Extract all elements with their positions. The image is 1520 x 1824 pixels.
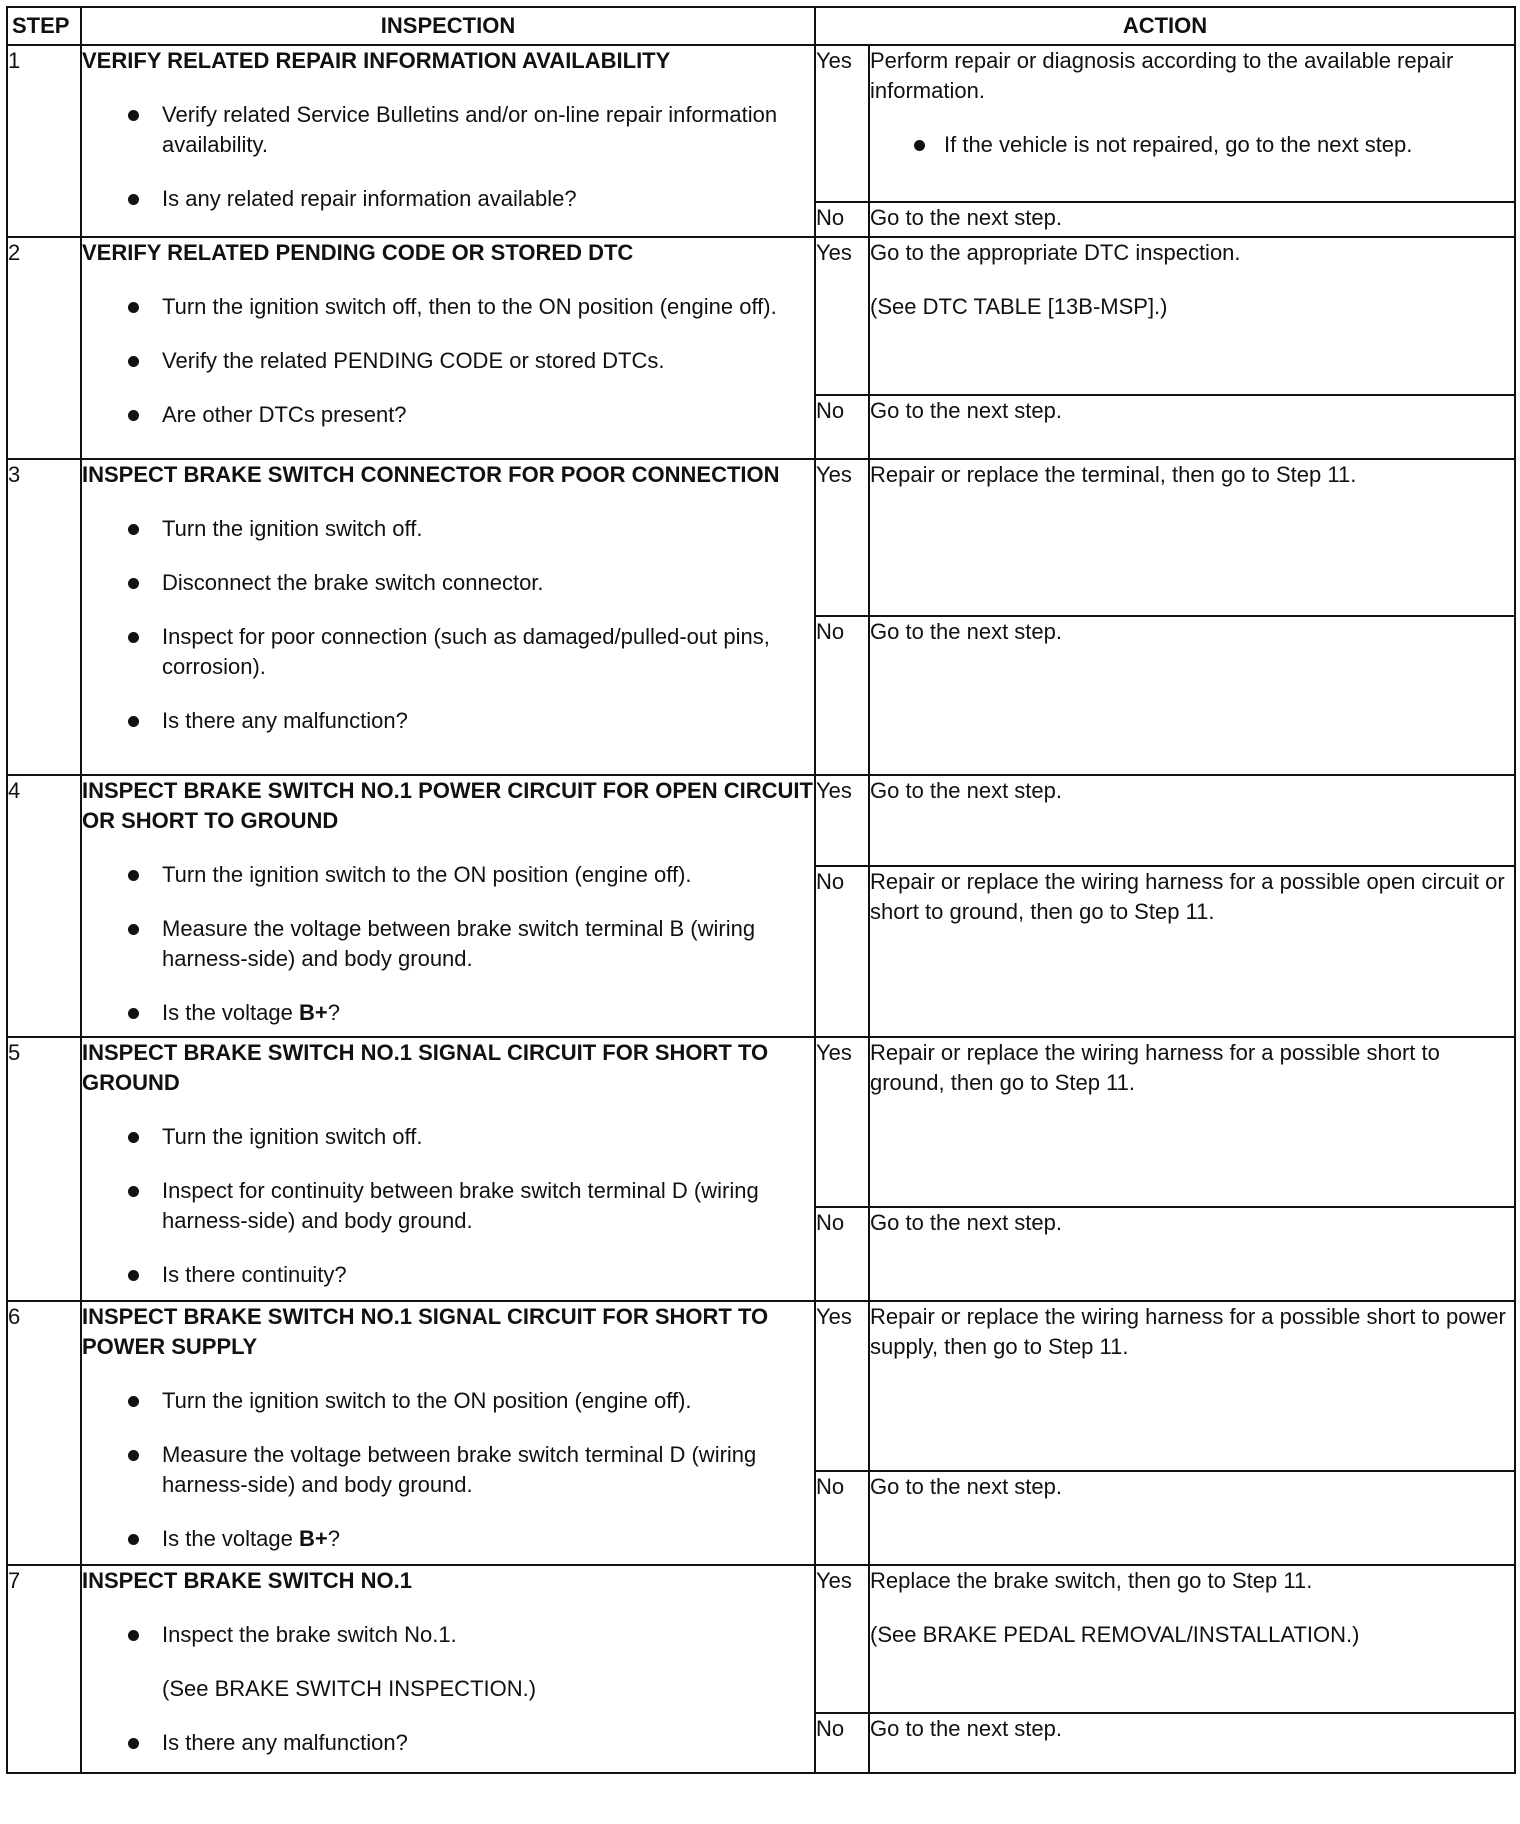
no-label: No	[815, 1713, 869, 1773]
step-4-inspection	[81, 775, 815, 1037]
inspection-bullet: Verify related Service Bulletins and/or on-line repair information availability.	[82, 100, 814, 160]
inspection-bullet: Disconnect the brake switch connector.	[82, 568, 814, 598]
step-3-yes-row	[7, 459, 1515, 616]
step-7-yes-row	[7, 1565, 1515, 1713]
step-7-yes-action	[869, 1565, 1515, 1713]
step-7-inspection	[81, 1565, 815, 1773]
question-value: B+	[298, 1526, 328, 1551]
action-text: Go to the next step.	[869, 775, 1515, 866]
action-text: Go to the next step.	[869, 202, 1515, 237]
action-reference: (See DTC TABLE [13B-MSP].)	[870, 294, 1168, 319]
inspection-question	[82, 998, 814, 1028]
no-label: No	[815, 202, 869, 237]
action-reference: (See BRAKE PEDAL REMOVAL/INSTALLATION.)	[870, 1622, 1360, 1647]
inspection-bullet: Turn the ignition switch to the ON position (engine off).	[82, 1386, 814, 1416]
action-text: Repair or replace the wiring harness for a possible short to ground, then go to Step 11.	[869, 1037, 1515, 1207]
inspection-bullet: Turn the ignition switch to the ON position (engine off).	[82, 860, 814, 890]
step-6-yes-row	[7, 1301, 1515, 1471]
step-title: INSPECT BRAKE SWITCH NO.1 SIGNAL CIRCUIT FOR SHORT TO POWER SUPPLY	[82, 1304, 769, 1359]
step-number: 1	[7, 45, 81, 237]
step-title: INSPECT BRAKE SWITCH CONNECTOR FOR POOR CONNECTION	[82, 462, 780, 487]
question-end: ?	[327, 1000, 340, 1025]
action-text: Go to the next step.	[869, 1207, 1515, 1301]
step-2-yes-row	[7, 237, 1515, 395]
inspection-reference: (See BRAKE SWITCH INSPECTION.)	[162, 1676, 537, 1701]
question-value: B+	[298, 1000, 328, 1025]
inspection-table	[6, 6, 1516, 1774]
yes-label: Yes	[815, 1301, 869, 1471]
step-header: STEP	[7, 7, 81, 45]
diagnostic-procedure-table	[6, 6, 1514, 1774]
step-number: 6	[7, 1301, 81, 1565]
inspection-bullet: Is there continuity?	[82, 1260, 814, 1290]
action-text: Go to the next step.	[869, 1471, 1515, 1565]
question-end: ?	[327, 1526, 340, 1551]
inspection-bullet: Inspect for continuity between brake switch terminal D (wiring harness-side) and body ground.	[82, 1176, 814, 1236]
step-6-inspection	[81, 1301, 815, 1565]
action-bullet: If the vehicle is not repaired, go to the next step.	[870, 130, 1514, 160]
step-title: INSPECT BRAKE SWITCH NO.1 POWER CIRCUIT FOR OPEN CIRCUIT OR SHORT TO GROUND	[82, 778, 813, 833]
step-5-yes-row	[7, 1037, 1515, 1207]
inspection-bullet: Measure the voltage between brake switch terminal B (wiring harness-side) and body ground.	[82, 914, 814, 974]
step-1-inspection	[81, 45, 815, 237]
step-title: INSPECT BRAKE SWITCH NO.1 SIGNAL CIRCUIT FOR SHORT TO GROUND	[82, 1040, 769, 1095]
no-label: No	[815, 1207, 869, 1301]
inspection-bullet: Is any related repair information available?	[82, 184, 814, 214]
step-number: 4	[7, 775, 81, 1037]
step-number: 5	[7, 1037, 81, 1301]
step-number: 7	[7, 1565, 81, 1773]
yes-label: Yes	[815, 1037, 869, 1207]
question-text: Is the voltage	[162, 1526, 299, 1551]
step-4-yes-row	[7, 775, 1515, 866]
action-text: Go to the next step.	[869, 1713, 1515, 1773]
step-number: 3	[7, 459, 81, 775]
step-number: 2	[7, 237, 81, 459]
step-1-yes-action	[869, 45, 1515, 202]
inspection-bullet: Turn the ignition switch off.	[82, 1122, 814, 1152]
question-text: Is the voltage	[162, 1000, 299, 1025]
yes-label: Yes	[815, 775, 869, 866]
action-text: Repair or replace the wiring harness for a possible open circuit or short to ground, then go to Step 11.	[869, 866, 1515, 1037]
action-text: Repair or replace the terminal, then go to Step 11.	[869, 459, 1515, 616]
no-label: No	[815, 616, 869, 775]
step-1-yes-row	[7, 45, 1515, 202]
action-text: Go to the appropriate DTC inspection.	[870, 240, 1241, 265]
action-text: Replace the brake switch, then go to Step 11.	[870, 1568, 1313, 1593]
header-row	[7, 7, 1515, 45]
inspection-header: INSPECTION	[81, 7, 815, 45]
inspection-bullet: Is there any malfunction?	[82, 706, 814, 736]
inspection-bullet: Are other DTCs present?	[82, 400, 814, 430]
yes-label: Yes	[815, 45, 869, 202]
step-title: VERIFY RELATED REPAIR INFORMATION AVAILABILITY	[82, 48, 671, 73]
inspection-bullet: Is there any malfunction?	[82, 1728, 814, 1758]
action-text: Go to the next step.	[869, 616, 1515, 775]
action-text: Go to the next step.	[869, 395, 1515, 459]
yes-label: Yes	[815, 459, 869, 616]
step-5-inspection	[81, 1037, 815, 1301]
action-text: Repair or replace the wiring harness for a possible short to power supply, then go to Step 11.	[869, 1301, 1515, 1471]
inspection-bullet: Verify the related PENDING CODE or stored DTCs.	[82, 346, 814, 376]
inspection-bullet: Measure the voltage between brake switch terminal D (wiring harness-side) and body ground.	[82, 1440, 814, 1500]
step-2-yes-action	[869, 237, 1515, 395]
inspection-question	[82, 1524, 814, 1554]
no-label: No	[815, 395, 869, 459]
step-2-inspection	[81, 237, 815, 459]
inspection-bullet: Inspect for poor connection (such as damaged/pulled-out pins, corrosion).	[82, 622, 814, 682]
step-title: VERIFY RELATED PENDING CODE OR STORED DTC	[82, 240, 634, 265]
step-3-inspection	[81, 459, 815, 775]
inspection-bullet: Inspect the brake switch No.1.	[82, 1620, 814, 1650]
inspection-bullet: Turn the ignition switch off, then to the ON position (engine off).	[82, 292, 814, 322]
no-label: No	[815, 866, 869, 1037]
yes-label: Yes	[815, 1565, 869, 1713]
action-text: Perform repair or diagnosis according to the available repair information.	[870, 48, 1454, 103]
inspection-bullet: Turn the ignition switch off.	[82, 514, 814, 544]
step-title: INSPECT BRAKE SWITCH NO.1	[82, 1568, 413, 1593]
no-label: No	[815, 1471, 869, 1565]
action-header: ACTION	[815, 7, 1515, 45]
yes-label: Yes	[815, 237, 869, 395]
